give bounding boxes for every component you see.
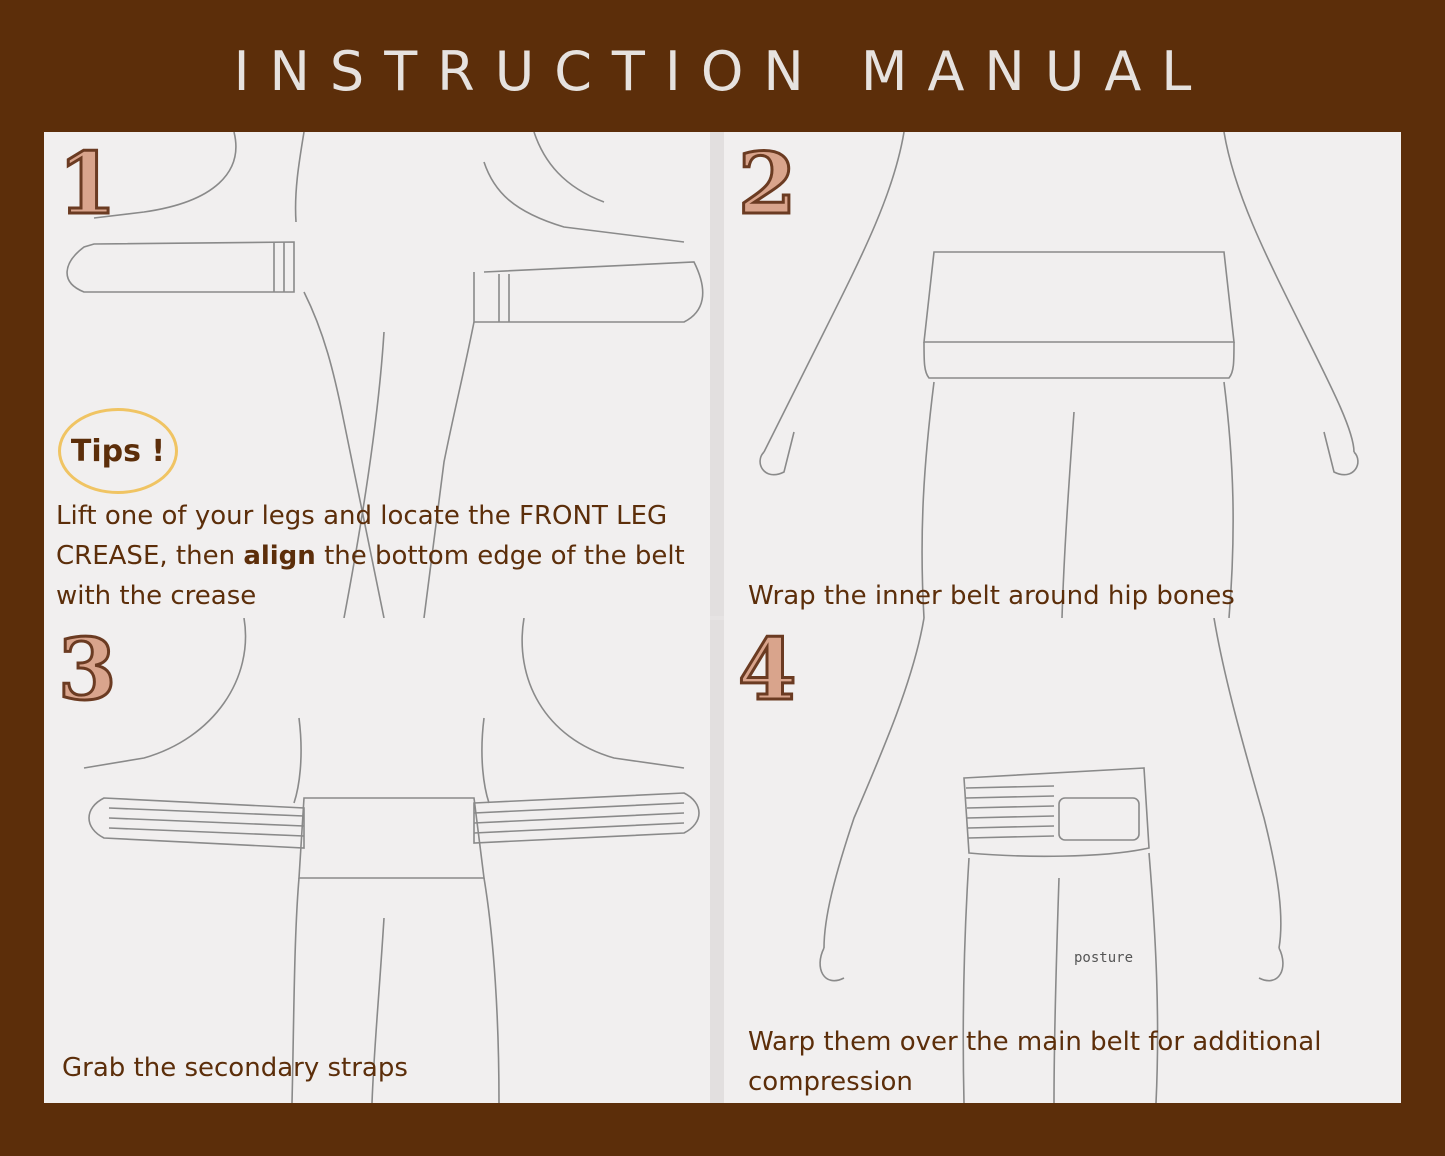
caption-text-after: the bottom edge of the belt with the crease — [56, 541, 685, 611]
step-number: 3 — [58, 620, 117, 719]
step-2-illustration — [724, 132, 1401, 618]
page-title: INSTRUCTION MANUAL — [233, 40, 1212, 103]
step-4-caption: Warp them over the main belt for additional compression — [748, 1027, 1322, 1097]
step-1-caption — [56, 496, 696, 616]
step-3-illustration — [44, 618, 710, 1103]
belt-logo: posture — [1074, 950, 1134, 966]
step-number: 2 — [738, 134, 797, 233]
tips-badge — [58, 408, 178, 494]
caption-emphasis: align — [243, 541, 316, 571]
tips-label: Tips ! — [70, 433, 166, 469]
step-3-caption: Grab the secondary straps — [62, 1053, 408, 1083]
step-number: 4 — [738, 620, 797, 719]
step-number: 1 — [58, 134, 117, 233]
step-2-panel — [724, 132, 1401, 618]
step-1-panel — [44, 132, 710, 618]
caption-text-before: Lift one of your legs and locate the FRONT LEG CREASE, then — [56, 501, 668, 571]
step-4-panel — [724, 618, 1401, 1103]
instruction-grid — [44, 132, 1401, 1103]
step-2-caption: Wrap the inner belt around hip bones — [748, 581, 1235, 611]
step-3-panel — [44, 618, 710, 1103]
